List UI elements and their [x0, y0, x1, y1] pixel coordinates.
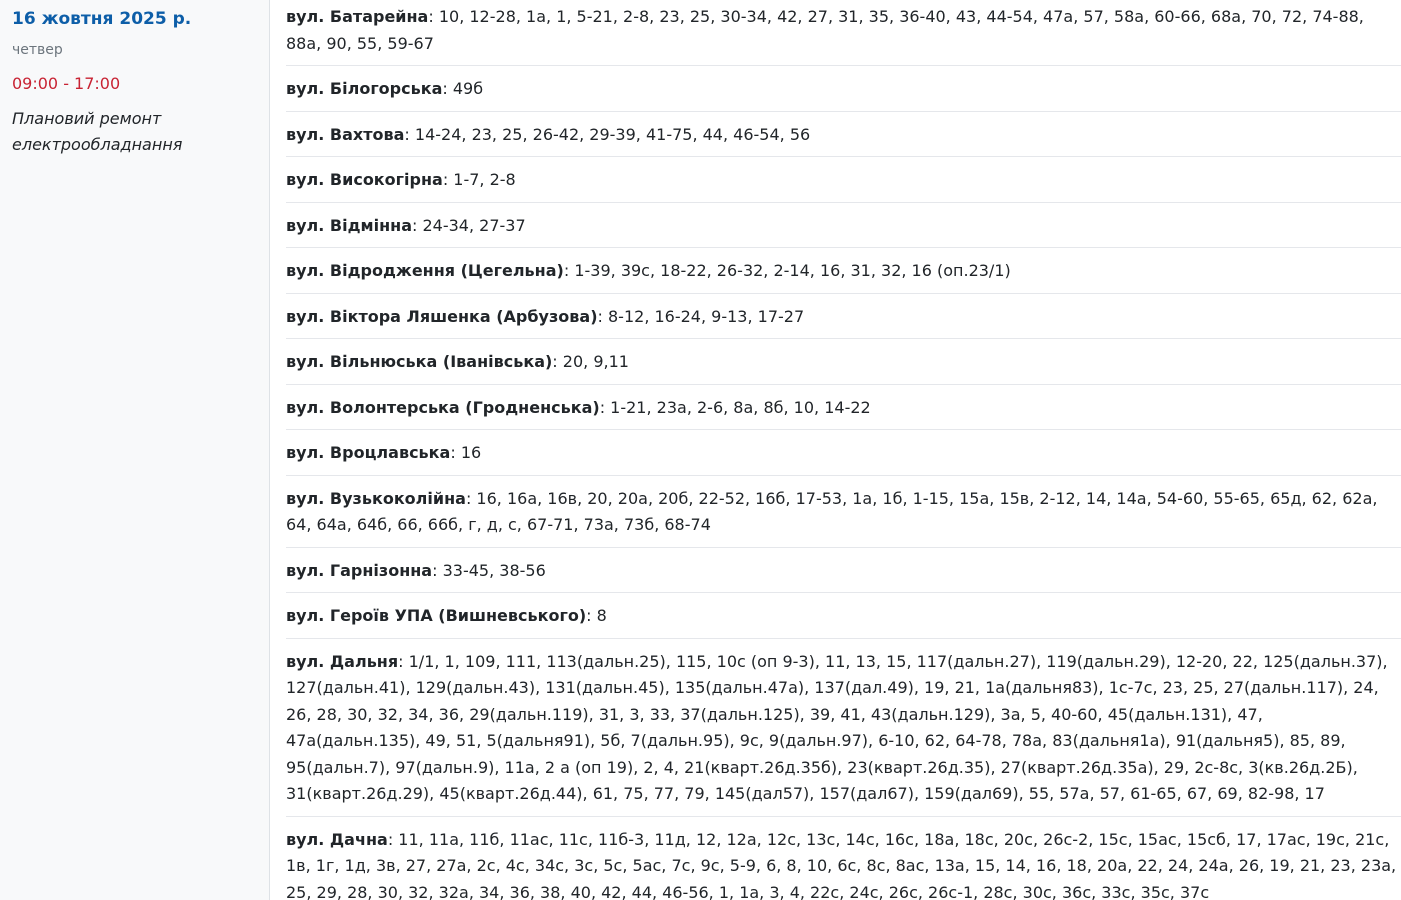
street-row: вул. Гарнізонна: 33-45, 38-56	[286, 558, 1401, 594]
outage-reason: Плановий ремонт електрообладнання	[12, 109, 183, 154]
house-numbers: 8	[596, 606, 607, 625]
house-numbers: 16	[460, 443, 482, 462]
house-numbers: 16, 16а, 16в, 20, 20а, 20б, 22-52, 16б, 17-53, 1а, 1б, 1-15, 15а, 15в, 2-12, 14, 14а, 54-60, 55-65, 65д, 62, 62а, 64, 64а, 64б, 66, 66б, г, д, с, 67-71, 73а, 73б, 68-74	[286, 488, 1378, 534]
street-row: вул. Героїв УПА (Вишневського): 8	[286, 603, 1401, 639]
house-numbers: 11, 11а, 11б, 11ас, 11с, 11б-3, 11д, 12, 12а, 12с, 13с, 14с, 16с, 18а, 18с, 20с, 26с-2, 15с, 15ас, 15сб, 17, 17ас, 19с, 21с, 1в, 1г, 1д, 3в, 27, 27а, 2с, 4с, 34с, 3с, 5с, 5ас, 7с, 9с, 5-9, 6, 8, 10, 6с, 8с, 8ас, 13а, 15, 14, 16, 18, 20а, 22, 24, 24а, 26, 19, 21, 23, 23а, 25, 29, 28, 30, 32, 32а, 34, 36, 38, 40, 42, 44, 46-56, 1, 1а, 3, 4, 22с, 24с, 26с, 26с-1, 28с, 30с, 36с, 33с, 35с, 37с	[286, 829, 1397, 900]
street-name: вул. Батарейна	[286, 7, 429, 26]
street-name: вул. Білогорська	[286, 79, 443, 98]
street-row: вул. Вроцлавська: 16	[286, 440, 1401, 476]
street-name: вул. Вахтова	[286, 124, 405, 144]
street-row: вул. Відмінна: 24-34, 27-37	[286, 213, 1401, 249]
street-row: вул. Дачна: 11, 11а, 11б, 11ас, 11с, 11б-3, 11д, 12, 12а, 12с, 13с, 14с, 16с, 18а, 18с, 20с, 26с-2, 15с, 15ас, 15сб, 17, 17ас, 19с, 21с, 1в, 1г, 1д, 3в, 27, 27а, 2с, 4с, 34с, 3с, 5с, 5ас, 7с, 9с, 5-9, 6, 8, 10, 6с, 8с, 8ас, 13а, 15, 14, 16, 18, 20а, 22, 24, 24а, 26, 19, 21, 23, 23а, 25, 29, 28, 30, 32, 32а, 34, 36, 38, 40, 42, 44, 46-56, 1, 1а, 3, 4, 22с, 24с, 26с, 26с-1, 28с, 30с, 36с, 33с, 35с, 37с	[286, 827, 1401, 900]
street-row: вул. Дальня: 1/1, 1, 109, 111, 113(дальн.25), 115, 10с (оп 9-3), 11, 13, 15, 117(дальн.27), 119(дальн.29), 12-20, 22, 125(дальн.37), 127(дальн.41), 129(дальн.43), 131(дальн.45), 135(дальн.47а), 137(дал.49), 19, 21, 1а(дальня83), 1с-7с, 23, 25, 27(дальн.117), 24, 26, 28, 30, 32, 34, 36, 29(дальн.119), 31, 3, 33, 37(дальн.125), 39, 41, 43(дальн.129), 3а, 5, 40-60, 45(дальн.131), 47, 47а(дальн.135), 49, 51, 5(дальня91), 5б, 7(дальн.95), 9с, 9(дальн.97), 6-10, 62, 64-78, 78а, 83(дальня1а), 91(дальня5), 85, 89, 95(дальн.7), 97(дальн.9), 11а, 2 а (оп 19), 2, 4, 21(кварт.26д.35б), 23(кварт.26д.35), 27(кварт.26д.35а), 29, 2с-8с, 3(кв.26д.2Б), 31(кварт.26д.29), 45(кварт.26д.44), 61, 75, 77, 79, 145(дал57), 157(дал67), 159(дал69), 55, 57а, 57, 61-65, 67, 69, 82-98, 17	[286, 649, 1401, 817]
street-row: вул. Волонтерська (Гродненська): 1-21, 23а, 2-6, 8а, 8б, 10, 14-22	[286, 395, 1401, 431]
house-numbers: 14-24, 23, 25, 26-42, 29-39, 41-75, 44, 46-54, 56	[414, 124, 811, 144]
house-numbers: 1-7, 2-8	[453, 170, 516, 189]
house-numbers: 1-21, 23а, 2-6, 8а, 8б, 10, 14-22	[610, 397, 871, 417]
street-name: вул. Героїв УПА (Вишневського)	[286, 606, 587, 625]
street-row: вул. Батарейна: 10, 12-28, 1а, 1, 5-21, 2-8, 23, 25, 30-34, 42, 27, 31, 35, 36-40, 43, 44-54, 47а, 57, 58а, 60-66, 68а, 70, 72, 74-88, 88а, 90, 55, 59-67	[286, 4, 1401, 66]
outage-weekday: четвер	[12, 42, 63, 58]
outage-date: 16 жовтня 2025 р.	[12, 9, 192, 29]
street-list	[270, 0, 1401, 900]
street-name: вул. Віктора Ляшенка (Арбузова)	[286, 306, 598, 326]
house-numbers: 33-45, 38-56	[442, 560, 546, 580]
street-name: вул. Відмінна	[286, 215, 412, 235]
street-name: вул. Вузькоколійна	[286, 488, 466, 508]
house-numbers: 1/1, 1, 109, 111, 113(дальн.25), 115, 10с (оп 9-3), 11, 13, 15, 117(дальн.27), 119(дальн.29), 12-20, 22, 125(дальн.37), 127(дальн.41), 129(дальн.43), 131(дальн.45), 135(дальн.47а), 137(дал.49), 19, 21, 1а(дальня83), 1с-7с, 23, 25, 27(дальн.117), 24, 26, 28, 30, 32, 34, 36, 29(дальн.119), 31, 3, 33, 37(дальн.125), 39, 41, 43(дальн.129), 3а, 5, 40-60, 45(дальн.131), 47, 47а(дальн.135), 49, 51, 5(дальня91), 5б, 7(дальн.95), 9с, 9(дальн.97), 6-10, 62, 64-78, 78а, 83(дальня1а), 91(дальня5), 85, 89, 95(дальн.7), 97(дальн.9), 11а, 2 а (оп 19), 2, 4, 21(кварт.26д.35б), 23(кварт.26д.35), 27(кварт.26д.35а), 29, 2с-8с, 3(кв.26д.2Б), 31(кварт.26д.29), 45(кварт.26д.44), 61, 75, 77, 79, 145(дал57), 157(дал67), 159(дал69), 55, 57а, 57, 61-65, 67, 69, 82-98, 17	[286, 651, 1388, 803]
street-name: вул. Гарнізонна	[286, 560, 433, 580]
house-numbers: 1-39, 39с, 18-22, 26-32, 2-14, 16, 31, 32, 16 (оп.23/1)	[574, 261, 1011, 280]
outage-info-panel	[0, 0, 270, 900]
street-name: вул. Відродження (Цегельна)	[286, 261, 564, 280]
outage-time-range: 09:00 - 17:00	[12, 74, 121, 93]
street-row: вул. Високогірна: 1-7, 2-8	[286, 167, 1401, 203]
street-name: вул. Дальня	[286, 651, 399, 671]
house-numbers: 20, 9,11	[562, 352, 629, 371]
street-row: вул. Вахтова: 14-24, 23, 25, 26-42, 29-39, 41-75, 44, 46-54, 56	[286, 122, 1401, 158]
house-numbers: 8-12, 16-24, 9-13, 17-27	[608, 306, 805, 326]
street-row: вул. Білогорська: 49б	[286, 76, 1401, 112]
street-row: вул. Вузькоколійна: 16, 16а, 16в, 20, 20а, 20б, 22-52, 16б, 17-53, 1а, 1б, 1-15, 15а, 15в, 2-12, 14, 14а, 54-60, 55-65, 65д, 62, 62а, 64, 64а, 64б, 66, 66б, г, д, с, 67-71, 73а, 73б, 68-74	[286, 486, 1401, 548]
house-numbers: 24-34, 27-37	[422, 215, 526, 235]
street-name: вул. Вільнюська (Іванівська)	[286, 352, 553, 371]
street-name: вул. Вроцлавська	[286, 443, 451, 462]
street-name: вул. Високогірна	[286, 170, 443, 189]
street-row: вул. Вільнюська (Іванівська): 20, 9,11	[286, 349, 1401, 385]
street-row: вул. Віктора Ляшенка (Арбузова): 8-12, 16-24, 9-13, 17-27	[286, 304, 1401, 340]
house-numbers: 10, 12-28, 1а, 1, 5-21, 2-8, 23, 25, 30-34, 42, 27, 31, 35, 36-40, 43, 44-54, 47а, 57, 58а, 60-66, 68а, 70, 72, 74-88, 88а, 90, 55, 59-67	[286, 7, 1364, 53]
street-name: вул. Волонтерська (Гродненська)	[286, 397, 600, 417]
house-numbers: 49б	[452, 79, 484, 98]
street-row: вул. Відродження (Цегельна): 1-39, 39с, 18-22, 26-32, 2-14, 16, 31, 32, 16 (оп.23/1)	[286, 258, 1401, 294]
street-name: вул. Дачна	[286, 829, 388, 849]
